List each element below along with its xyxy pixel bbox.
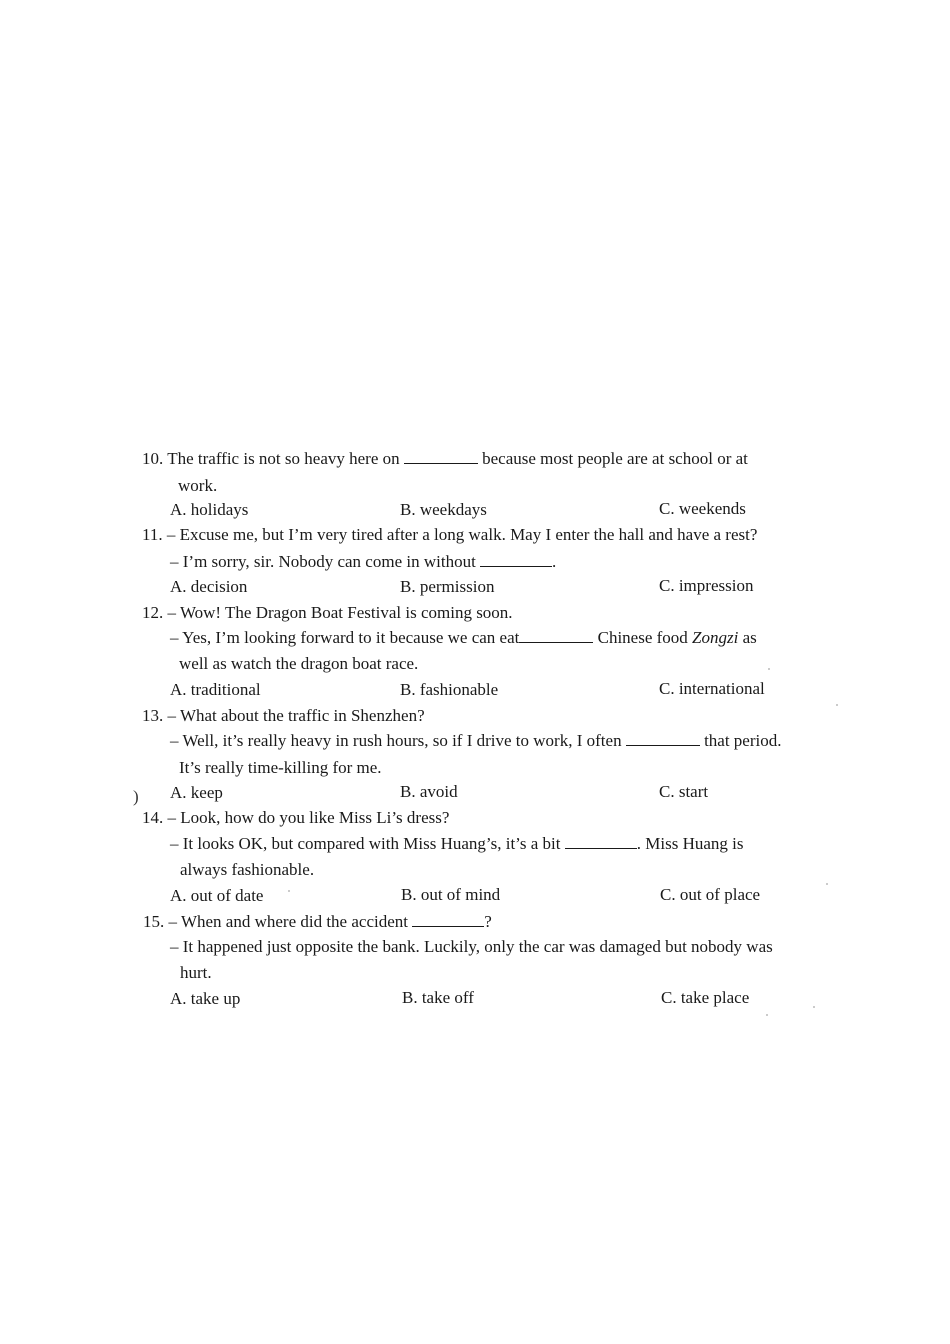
dialogue-text: – When and where did the accident [168,912,408,931]
dialogue-text: – I’m sorry, sir. Nobody can come in without [170,552,476,571]
option-a: A. out of date [170,886,264,905]
dialogue-text: that period. [704,731,782,750]
answer-blank [404,449,478,464]
answer-blank [480,552,552,567]
option-b: B. avoid [400,782,458,801]
option-c: C. weekends [659,499,746,518]
dialogue-text: . [552,552,557,571]
dialogue-text: – What about the traffic in Shenzhen? [167,706,425,725]
question-15-line2: – It happened just opposite the bank. Luckily, only the car was damaged but nobody was [170,937,773,956]
option-a: A. holidays [170,500,249,519]
option-c: C. international [659,679,765,698]
question-14-line3: always fashionable. [180,860,315,879]
option-a: A. traditional [170,680,261,699]
scan-speck [836,704,838,706]
answer-blank [519,628,593,643]
question-13-line2 [170,731,781,751]
scan-speck [826,883,828,885]
scan-speck [813,1006,815,1008]
answer-blank [412,912,484,927]
option-a: A. keep [170,783,223,802]
option-b: B. weekdays [400,500,487,519]
option-b: B. out of mind [401,885,501,904]
answer-blank [565,834,637,849]
question-12-line2 [170,628,757,648]
question-14-line1 [142,808,449,828]
stem-text: because most people are at school or at [482,449,748,468]
option-c: C. start [659,782,709,801]
option-c: C. take place [661,988,750,1007]
question-15-line1 [143,912,492,932]
question-13-line3: It’s really time-killing for me. [179,758,382,777]
dialogue-text: . Miss Huang is [636,834,744,853]
question-11-line2 [170,552,556,572]
dialogue-text: – Wow! The Dragon Boat Festival is coming soon. [167,603,513,622]
question-15-line3: hurt. [180,963,212,982]
question-12-line3: well as watch the dragon boat race. [179,654,419,673]
question-number: 12. [142,603,164,622]
option-c: C. out of place [660,885,761,904]
dialogue-text: – Excuse me, but I’m very tired after a long walk. May I enter the hall and have a rest? [166,525,758,544]
option-a: A. decision [170,577,248,596]
stem-text: The traffic is not so heavy here on [167,449,400,468]
scan-speck [288,890,290,892]
dialogue-text: – It looks OK, but compared with Miss Huang’s, it’s a bit [170,834,561,853]
question-number: 10. [142,449,164,468]
option-b: B. fashionable [400,680,499,699]
dialogue-text: – Well, it’s really heavy in rush hours, so if I drive to work, I often [170,731,622,750]
option-a: A. take up [170,989,241,1008]
question-13-line1 [142,706,425,726]
option-b: B. permission [400,577,495,596]
option-c: C. impression [659,576,754,595]
question-10-stem [142,449,748,469]
question-11-line1 [142,525,757,545]
italic-term: Zongzi [692,628,739,647]
answer-blank [626,731,700,746]
dialogue-text: – Yes, I’m looking forward to it because we can eat [170,628,520,647]
dialogue-text: Chinese food [597,628,688,647]
question-number: 15. [143,912,165,931]
question-10-stem-cont: work. [178,476,218,495]
dialogue-text: ? [484,912,492,931]
question-number: 13. [142,706,164,725]
dialogue-text: – Look, how do you like Miss Li’s dress? [167,808,450,827]
scan-speck [766,1014,768,1016]
question-14-line2 [170,834,744,854]
margin-mark: ) [133,787,139,806]
scan-speck [768,668,770,670]
dialogue-text: as [742,628,757,647]
option-b: B. take off [402,988,474,1007]
question-number: 11. [142,525,163,544]
question-number: 14. [142,808,164,827]
question-12-line1 [142,603,513,623]
